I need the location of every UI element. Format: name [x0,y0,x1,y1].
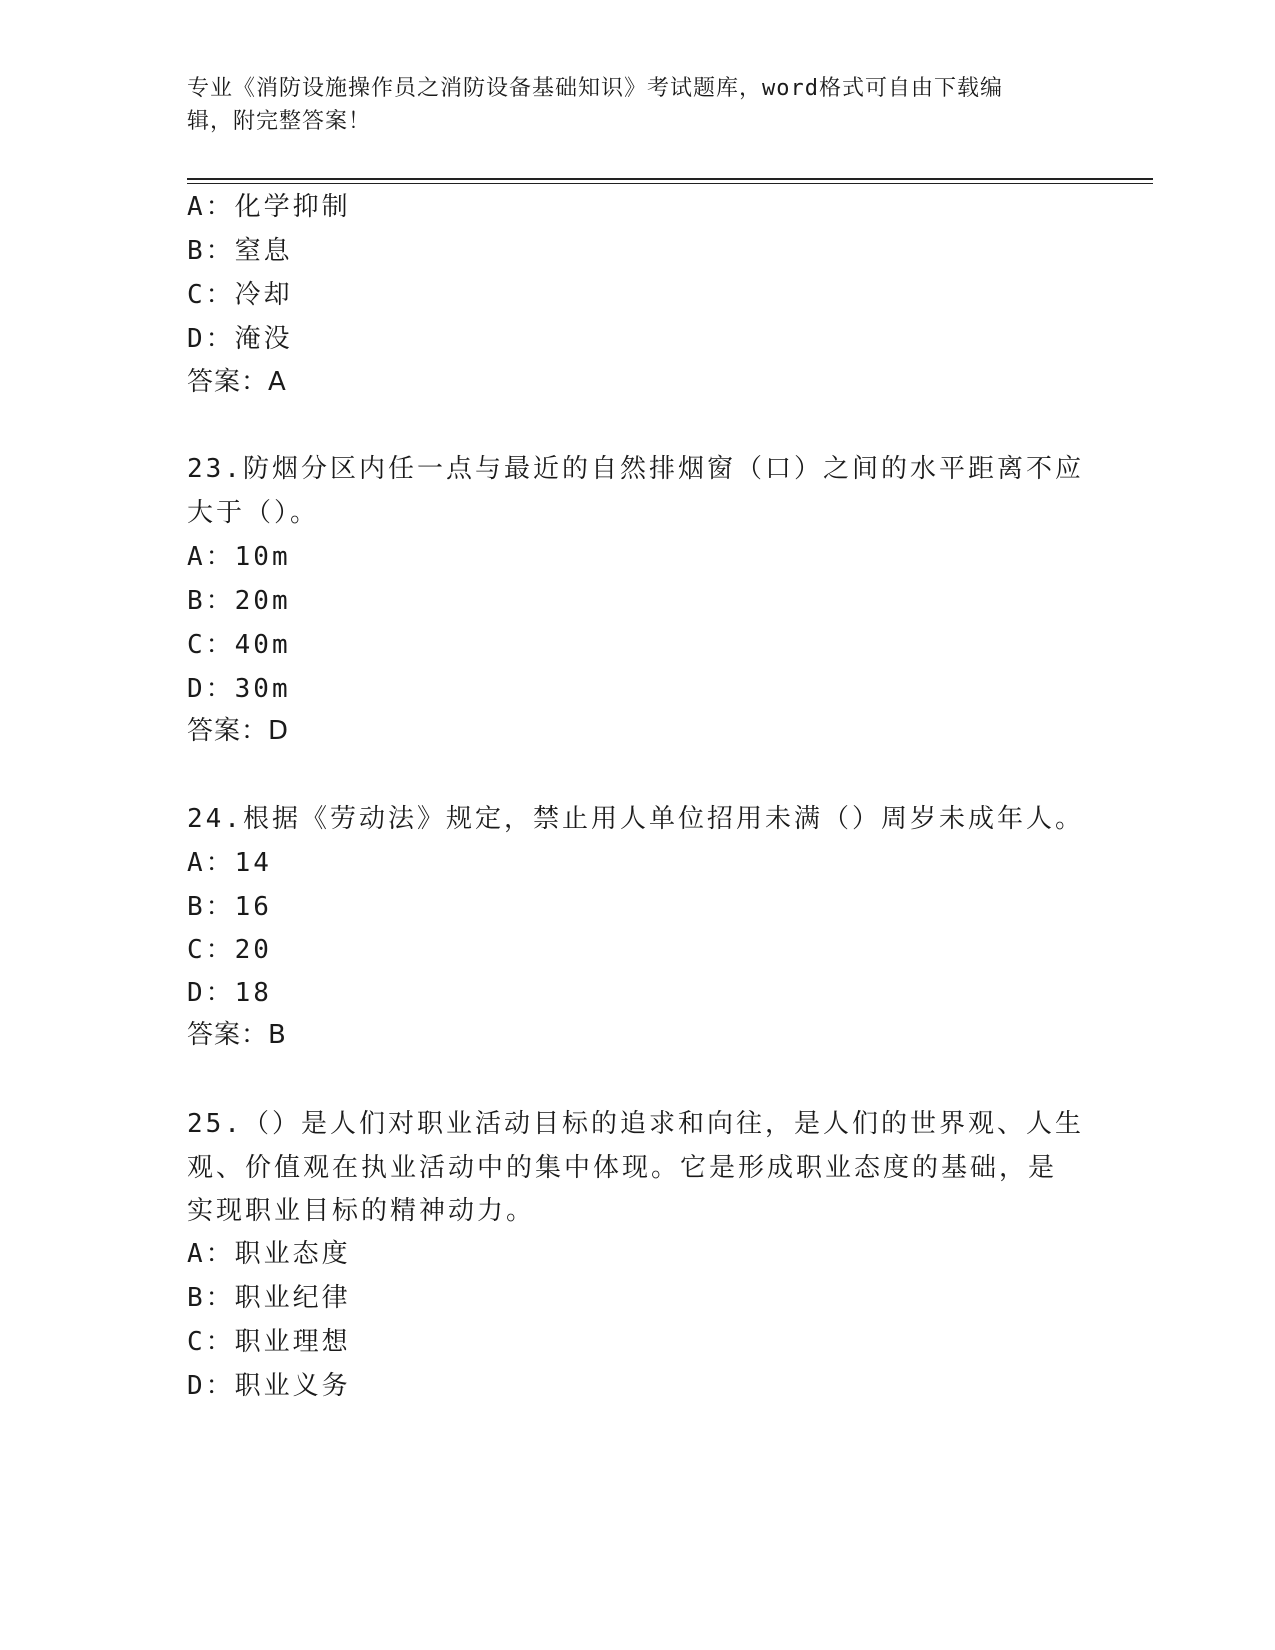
q22-option-d: D：淹没 [187,324,293,354]
header-divider-thin [187,183,1153,184]
q22-answer: 答案：A [187,367,287,397]
header-line-2: 辑，附完整答案！ [187,109,372,134]
q23-stem-line-2: 大于（）。 [187,498,320,528]
q24-option-a: A：14 [187,848,272,878]
q24-option-d: D：18 [187,978,272,1008]
q22-option-a: A：化学抑制 [187,192,351,222]
q23-option-a: A：10m [187,542,291,572]
q23-option-c: C：40m [187,630,291,660]
q25-option-b: B：职业纪律 [187,1283,351,1313]
q23-answer: 答案：D [187,716,290,746]
q24-option-b: B：16 [187,892,272,922]
header-line-1: 专业《消防设施操作员之消防设备基础知识》考试题库，word格式可自由下载编 [187,76,1003,101]
q24-answer: 答案：B [187,1020,287,1050]
q25-stem-line-3: 实现职业目标的精神动力。 [187,1196,536,1226]
q23-stem-line-1: 23.防烟分区内任一点与最近的自然排烟窗（口）之间的水平距离不应 [187,454,1084,484]
q23-option-d: D：30m [187,674,291,704]
q25-stem-line-1: 25.（）是人们对职业活动目标的追求和向往，是人们的世界观、人生 [187,1109,1084,1139]
q24-stem-line-1: 24.根据《劳动法》规定，禁止用人单位招用未满（）周岁未成年人。 [187,804,1084,834]
q25-stem-line-2: 观、价值观在执业活动中的集中体现。它是形成职业态度的基础，是 [187,1153,1058,1183]
q24-option-c: C：20 [187,935,272,965]
document-header [187,72,1067,138]
q22-option-c: C：冷却 [187,280,293,310]
header-divider-thick [187,178,1153,180]
q25-option-d: D：职业义务 [187,1371,351,1401]
q25-option-a: A：职业态度 [187,1239,351,1269]
q25-option-c: C：职业理想 [187,1327,351,1357]
q22-option-b: B：窒息 [187,236,293,266]
q23-option-b: B：20m [187,586,291,616]
